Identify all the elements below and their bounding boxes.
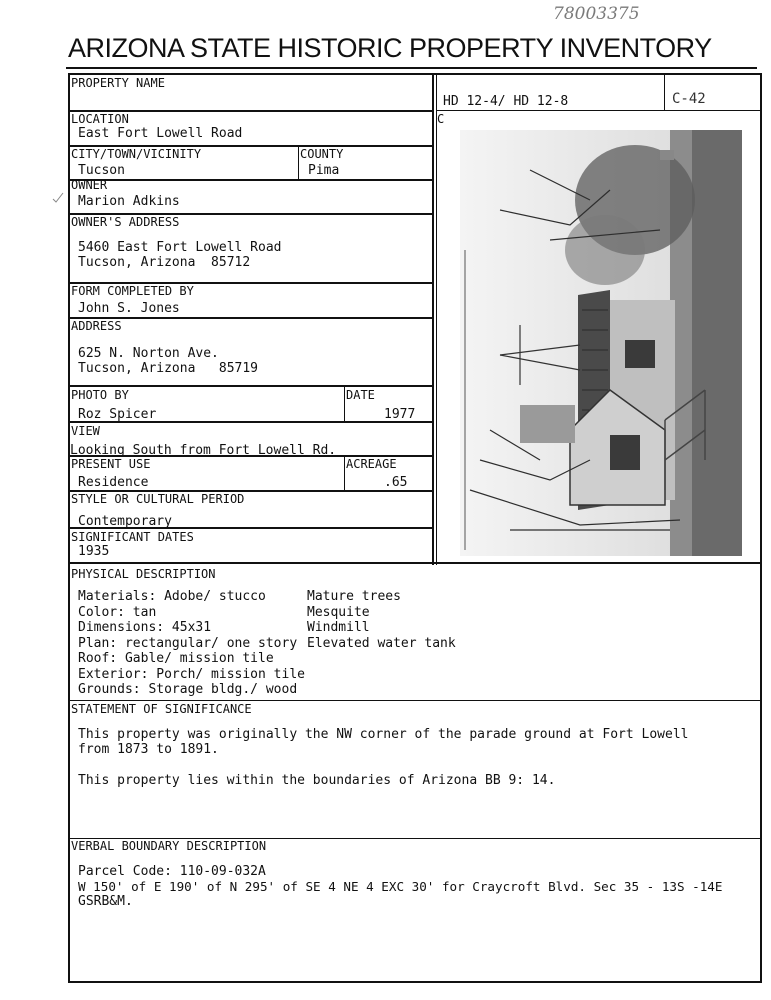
physical-item: Mature trees bbox=[307, 589, 401, 604]
photo-by-label: PHOTO BY bbox=[71, 388, 129, 402]
physical-item: Windmill bbox=[307, 620, 370, 635]
view-value: Looking South from Fort Lowell Rd. bbox=[70, 443, 337, 458]
style-label: STYLE OR CULTURAL PERIOD bbox=[71, 492, 245, 506]
date-label: DATE bbox=[346, 388, 375, 402]
catalog-cell-divider bbox=[664, 73, 665, 111]
frame-top-border bbox=[68, 73, 762, 75]
frame-right-border bbox=[760, 73, 762, 983]
form-completed-label: FORM COMPLETED BY bbox=[71, 284, 194, 298]
address-line-2: Tucson, Arizona 85719 bbox=[78, 361, 259, 376]
present-use-label: PRESENT USE bbox=[71, 457, 151, 471]
acreage-label: ACREAGE bbox=[346, 457, 397, 471]
physical-item: Materials: Adobe/ stucco bbox=[78, 589, 266, 604]
row-sep-6 bbox=[68, 317, 434, 319]
physical-item: Elevated water tank bbox=[307, 635, 456, 651]
title-underline bbox=[66, 67, 757, 69]
photo-column-letter: C bbox=[437, 112, 445, 126]
significance-line-1: This property was originally the NW corner of the parade ground at Fort Lowell bbox=[78, 727, 689, 742]
style-value: Contemporary bbox=[78, 514, 172, 529]
county-divider bbox=[298, 145, 299, 180]
present-use-value: Residence bbox=[78, 475, 149, 490]
owner-value: Marion Adkins bbox=[78, 194, 180, 209]
row-sep-12 bbox=[68, 562, 762, 564]
page-title: ARIZONA STATE HISTORIC PROPERTY INVENTORY bbox=[68, 33, 712, 63]
boundary-line-2: W 150' of E 190' of N 295' of SE 4 NE 4 EXC 30' for Craycroft Blvd. Sec 35 - 13S -14E bbox=[78, 879, 723, 894]
physical-item: Roof: Gable/ mission tile bbox=[78, 651, 274, 666]
location-value: East Fort Lowell Road bbox=[78, 126, 243, 141]
physical-item: Mesquite bbox=[307, 604, 370, 620]
property-name-label: PROPERTY NAME bbox=[71, 76, 165, 90]
property-photo bbox=[460, 130, 742, 556]
significance-line-3: This property lies within the boundaries of Arizona BB 9: 14. bbox=[78, 773, 556, 788]
physical-bottom-rule bbox=[68, 700, 762, 701]
significant-dates-value: 1935 bbox=[78, 544, 110, 559]
owner-address-line-2: Tucson, Arizona 85712 bbox=[78, 255, 251, 270]
boundary-label: VERBAL BOUNDARY DESCRIPTION bbox=[71, 839, 267, 853]
row-sep-3 bbox=[68, 179, 434, 181]
physical-item: Dimensions: 45x31 bbox=[78, 620, 212, 635]
boundary-line-1: Parcel Code: 110-09-032A bbox=[78, 864, 266, 879]
view-label: VIEW bbox=[71, 424, 100, 438]
physical-item: Color: tan bbox=[78, 604, 157, 620]
physical-right-list bbox=[307, 589, 456, 651]
hd-numbers: HD 12-4/ HD 12-8 bbox=[443, 94, 569, 109]
form-completed-value: John S. Jones bbox=[78, 301, 180, 316]
city-value: Tucson bbox=[78, 163, 125, 178]
city-label: CITY/TOWN/VICINITY bbox=[71, 147, 202, 161]
house-photo-image bbox=[460, 130, 742, 556]
owner-address-line-1: 5460 East Fort Lowell Road bbox=[78, 240, 282, 255]
physical-item: Grounds: Storage bldg./ wood bbox=[78, 682, 298, 697]
handwritten-number: 78003375 bbox=[553, 4, 640, 24]
row-sep-7 bbox=[68, 385, 434, 387]
county-label: COUNTY bbox=[300, 147, 344, 161]
date-value: 1977 bbox=[384, 407, 416, 422]
location-label: LOCATION bbox=[71, 112, 129, 126]
significance-line-2: from 1873 to 1891. bbox=[78, 742, 219, 757]
address-label: ADDRESS bbox=[71, 319, 122, 333]
physical-item: Exterior: Porch/ mission tile bbox=[78, 666, 305, 682]
boundary-line-3: GSRB&M. bbox=[78, 894, 133, 909]
acreage-value: .65 bbox=[384, 475, 408, 490]
catalog-number: C-42 bbox=[672, 91, 706, 107]
physical-item: Plan: rectangular/ one story bbox=[78, 635, 298, 651]
frame-bottom-border bbox=[68, 981, 762, 983]
address-line-1: 625 N. Norton Ave. bbox=[78, 346, 219, 361]
significant-dates-label: SIGNIFICANT DATES bbox=[71, 530, 194, 544]
photo-by-value: Roz Spicer bbox=[78, 407, 157, 422]
date-divider bbox=[344, 385, 345, 422]
owner-label: OWNER bbox=[71, 178, 108, 192]
owner-address-label: OWNER'S ADDRESS bbox=[71, 215, 180, 229]
photo-column-divider bbox=[436, 73, 437, 565]
physical-left-list bbox=[78, 589, 305, 698]
county-value: Pima bbox=[308, 163, 340, 178]
acreage-divider bbox=[344, 455, 345, 492]
significance-label: STATEMENT OF SIGNIFICANCE bbox=[71, 702, 252, 716]
physical-description-label: PHYSICAL DESCRIPTION bbox=[71, 567, 216, 581]
checkmark-icon bbox=[52, 192, 64, 204]
hd-row-bottom bbox=[436, 110, 762, 111]
